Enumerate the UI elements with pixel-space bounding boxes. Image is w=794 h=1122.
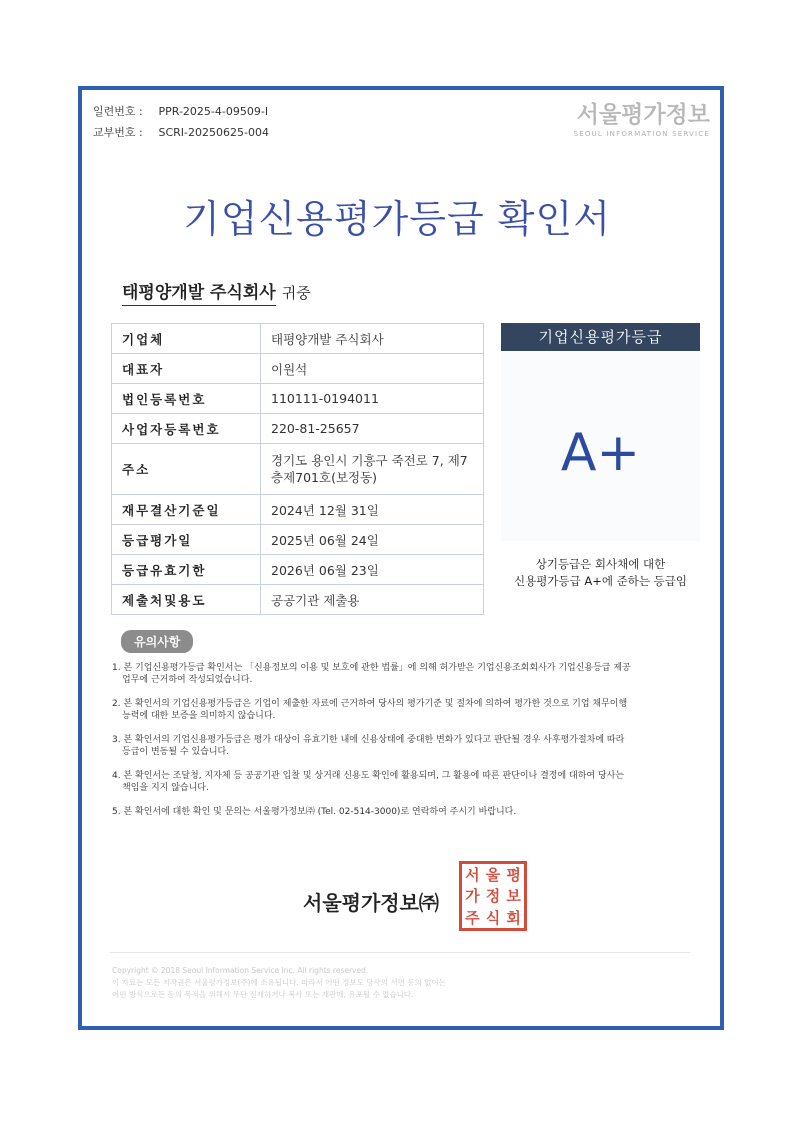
- row-value: 이원석: [261, 354, 484, 384]
- copyright-footer: [112, 965, 446, 1001]
- table-row: [112, 585, 484, 615]
- document-title: 기업신용평가등급 확인서: [183, 197, 611, 241]
- row-value: 경기도 용인시 기흥구 죽전로 7, 제7층제701호(보정동): [261, 444, 484, 495]
- company-seal: [459, 861, 527, 931]
- row-label: 등급평가일: [112, 525, 261, 555]
- row-label: 제출처및용도: [112, 585, 261, 615]
- notice-tag: 유의사항: [121, 630, 193, 653]
- row-label: 등급유효기한: [112, 555, 261, 585]
- table-row: [112, 414, 484, 444]
- row-value: 2024년 12월 31일: [261, 495, 484, 525]
- seal-char: 주: [465, 908, 480, 927]
- grade-box: [501, 351, 700, 541]
- table-row: [112, 444, 484, 495]
- org-logo-name-en: SEOUL INFORMATION SERVICE: [573, 130, 710, 138]
- seal-char: 울: [485, 866, 501, 885]
- org-logo: [574, 96, 710, 138]
- row-value: 태평양개발 주식회사: [261, 324, 484, 354]
- grade-description: [501, 556, 700, 590]
- table-row: [112, 525, 484, 555]
- issue-number-value: PPR-2025-4-09509-I: [158, 105, 269, 118]
- row-label: 사업자등록번호: [112, 414, 261, 444]
- footer-line: 어떤 방식으로든 등의 목적을 위해서 무단 전재하거나 복사 또는 재판매, 유포될 수 없습니다.: [112, 990, 414, 999]
- issuer-name: 서울평가정보㈜: [303, 891, 439, 915]
- seal-char: 서: [465, 866, 480, 885]
- footer-divider: [110, 952, 690, 953]
- issue-number-label: 일련번호 :: [93, 105, 143, 118]
- recipient-honorific: 귀중: [281, 284, 311, 302]
- table-row: [112, 384, 484, 414]
- table-row: [112, 354, 484, 384]
- recipient-name: 태평양개발 주식회사: [122, 283, 276, 306]
- serial-numbers: [93, 101, 269, 143]
- row-label: 법인등록번호: [112, 384, 261, 414]
- recipient: [122, 278, 311, 303]
- grade-desc-line1: 상기등급은 회사채에 대한: [535, 557, 666, 571]
- row-label: 대표자: [112, 354, 261, 384]
- table-row: [112, 555, 484, 585]
- row-value: 220-81-25657: [261, 414, 484, 444]
- delivery-number-value: SCRI-20250625-004: [158, 126, 269, 139]
- org-logo-name: 서울평가정보: [576, 102, 710, 128]
- delivery-number-label: 교부번호 :: [93, 126, 143, 139]
- footer-line: 이 자료는 모든 저작권은 서울평가정보(주)에 소유됩니다. 따라서 어떤 정보도 당사의 서면 동의 없이는: [112, 978, 446, 987]
- grade-value: A+: [560, 423, 641, 483]
- row-value: 공공기관 제출용: [261, 585, 484, 615]
- seal-char: 평: [506, 866, 521, 885]
- list-item: 2. 본 확인서의 기업신용평가등급은 기업이 제출한 자료에 근거하여 당사의 평가기준 및 절차에 의하여 평가한 것으로 기업 채무이행능력에 대한 보증을 의미하지 않습니다.: [112, 699, 628, 721]
- table-row: [112, 495, 484, 525]
- list-item: 5. 본 확인서에 대한 확인 및 문의는 서울평가정보㈜ (Tel. 02-514-3000)로 연락하여 주시기 바랍니다.: [112, 807, 517, 817]
- row-label: 재무결산기준일: [112, 495, 261, 525]
- seal-char: 회: [506, 908, 521, 927]
- row-value: 2025년 06월 24일: [261, 525, 484, 555]
- row-label: 기업체: [112, 324, 261, 354]
- footer-line: Copyright © 2018 Seoul Information Service Inc. All rights reserved.: [112, 966, 369, 975]
- list-item: 4. 본 확인서는 조달청, 지자체 등 공공기관 입찰 및 상거래 신용도 확인에 활용되며, 그 활용에 따른 판단이나 결정에 대하여 당사는 책임을 지지 않습니다.: [112, 771, 625, 793]
- notice-list: [112, 662, 632, 830]
- seal-char: 정: [485, 887, 501, 906]
- list-item: 1. 본 기업신용평가등급 확인서는 「신용정보의 이용 및 보호에 관한 법률」에 의해 허가받은 기업신용조회회사가 기업신용등급 제공업무에 근거하여 작성되었습니다.: [112, 663, 631, 685]
- seal-char: 식: [485, 908, 501, 927]
- seal-char: 보: [506, 887, 521, 906]
- row-label: 주소: [112, 444, 261, 495]
- row-value: 110111-0194011: [261, 384, 484, 414]
- list-item: 3. 본 확인서의 기업신용평가등급은 평가 대상이 유효기한 내에 신용상태에 중대한 변화가 있다고 판단될 경우 사후평가절차에 따라 등급이 변동될 수 있습니다.: [112, 735, 625, 757]
- company-info-table: [111, 323, 484, 615]
- seal-char: 가: [465, 887, 480, 906]
- grade-header: 기업신용평가등급: [501, 323, 700, 351]
- grade-desc-line2: 신용평가등급 A+에 준하는 등급임: [514, 574, 687, 588]
- row-value: 2026년 06월 23일: [261, 555, 484, 585]
- table-row: [112, 324, 484, 354]
